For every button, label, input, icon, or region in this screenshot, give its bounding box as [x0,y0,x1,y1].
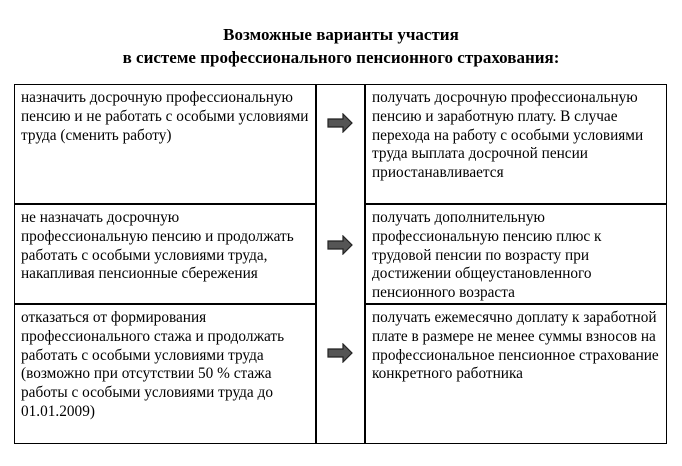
option-text-3: отказаться от формирования профессионального стажа и продолжать работать с особыми условиями труда (возможно при отсутствии 50 % стажа работы с особыми условиями труда до 01.01.2009) [21,309,285,420]
outcome-text-3: получать ежемесячно доплату к заработной плате в размере не менее суммы взносов на профессиональное пенсионное страхование конкретного работника [372,309,659,383]
option-cell-1 [14,84,316,204]
option-text-1: назначить досрочную профессиональную пенсию и не работать с особыми условиями труда (сменить работу) [21,89,309,144]
page-title [0,23,682,69]
outcome-cell-2 [365,204,667,304]
option-cell-2 [14,204,316,304]
arrow-column [316,84,365,444]
column-divider-left [316,84,317,444]
outcome-cell-1 [365,84,667,204]
right-arrow-icon [327,113,353,133]
right-arrow-icon [327,343,353,363]
option-cell-3 [14,304,316,444]
right-arrow-icon [327,235,353,255]
option-text-2: не назначать досрочную профессиональную пенсию и продолжать работать с особыми условиями труда, накапливая пенсионные сбережения [21,209,294,283]
outcome-text-1: получать досрочную профессиональную пенсию и заработную плату. В случае перехода на работу с особыми условиями труда выплата досрочной пенсии приостанавливается [372,89,644,182]
title-line-1: Возможные варианты участия [223,25,459,44]
outcome-cell-3 [365,304,667,444]
outcome-text-2: получать дополнительную профессиональную пенсию плюс к трудовой пенсии по возрасту при достижении общеустановленного пенсионного возраста [372,209,602,302]
title-line-2: в системе профессионального пенсионного страхования: [122,48,560,67]
